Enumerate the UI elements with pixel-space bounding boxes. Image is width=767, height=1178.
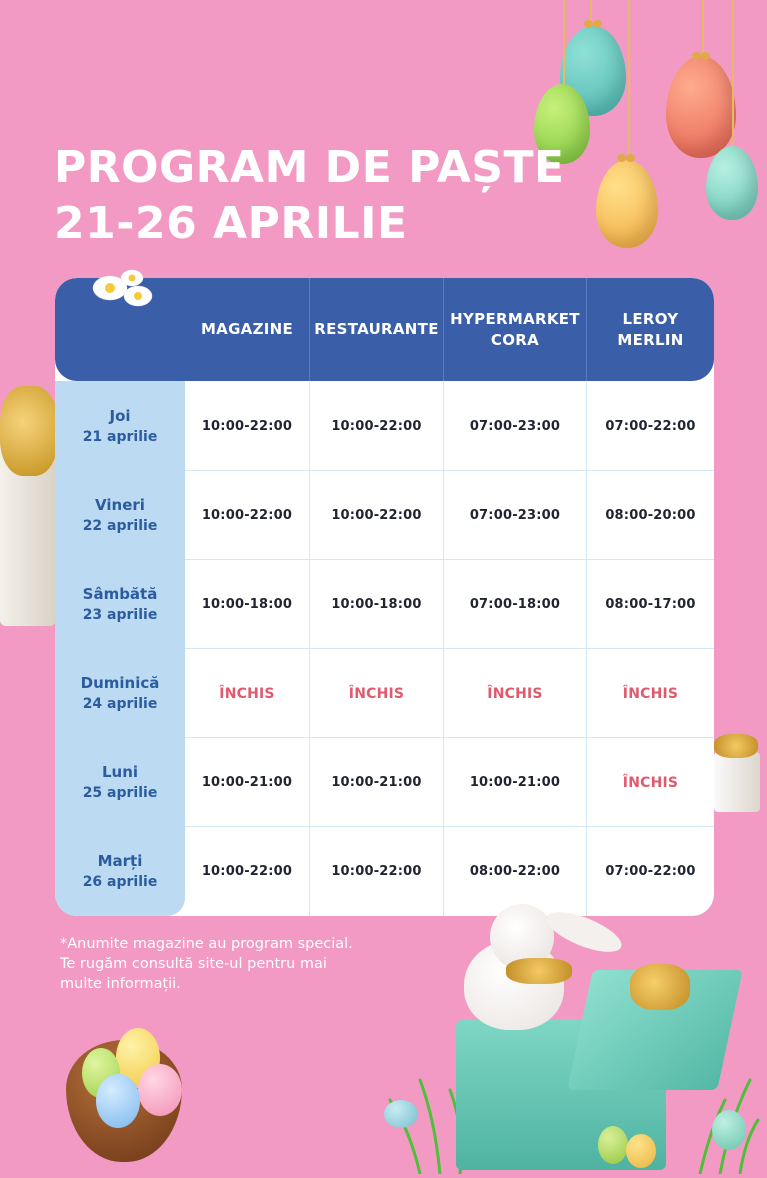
table-row (55, 738, 714, 827)
hours-cell: 07:00-22:00 (605, 864, 696, 879)
hours-cell: 10:00-21:00 (469, 775, 561, 790)
small-gift-icon (714, 734, 767, 814)
footnote-line-1: *Anumite magazine au program special. (60, 936, 353, 952)
closed-cell: ÎNCHIS (487, 685, 543, 702)
footnote (60, 934, 400, 994)
day-label (55, 649, 185, 738)
hours-cell: 10:00-21:00 (331, 775, 422, 790)
hours-cell: 07:00-23:00 (469, 508, 561, 523)
page-title (54, 140, 565, 252)
day-name: Duminică (80, 673, 160, 692)
easter-bunny-gift-icon (360, 900, 767, 1174)
chocolate-egg-basket-icon (62, 1020, 192, 1164)
day-date: 22 aprilie (82, 517, 158, 534)
hours-cell: 07:00-23:00 (469, 419, 561, 434)
day-label (55, 560, 185, 649)
day-label (55, 827, 185, 916)
hours-cell: 10:00-18:00 (331, 597, 422, 612)
hours-cell: 10:00-18:00 (201, 597, 293, 612)
header-leroy-merlin: LEROY MERLIN (617, 309, 684, 349)
hours-cell: 10:00-21:00 (201, 775, 293, 790)
hours-cell: 10:00-22:00 (201, 419, 293, 434)
hours-cell: 10:00-22:00 (331, 419, 422, 434)
hours-cell: 08:00-22:00 (469, 864, 561, 879)
hours-cell: 08:00-17:00 (605, 597, 696, 612)
hours-cell: 07:00-18:00 (469, 597, 561, 612)
day-date: 24 aprilie (82, 695, 158, 712)
table-row (55, 471, 714, 560)
header-magazine: MAGAZINE (200, 320, 294, 338)
closed-cell: ÎNCHIS (219, 685, 275, 702)
day-date: 25 aprilie (82, 784, 158, 801)
table-row (55, 560, 714, 649)
table-row (55, 649, 714, 738)
schedule-table (55, 278, 714, 916)
closed-cell: ÎNCHIS (622, 774, 679, 791)
hours-cell: 07:00-22:00 (605, 419, 696, 434)
day-label (55, 738, 185, 827)
title-line-2: 21-26 APRILIE (54, 198, 408, 249)
daisy-flowers-icon (90, 266, 160, 312)
hours-cell: 10:00-22:00 (331, 864, 422, 879)
hours-cell: 10:00-22:00 (331, 508, 422, 523)
title-line-1: PROGRAM DE PAȘTE (54, 142, 565, 193)
header-hypermarket-cora: HYPERMARKET CORA (450, 309, 580, 349)
hours-cell: 10:00-22:00 (201, 864, 293, 879)
day-date: 26 aprilie (82, 873, 158, 890)
day-date: 23 aprilie (82, 606, 158, 623)
day-name: Sâmbătă (82, 584, 158, 603)
day-date: 21 aprilie (82, 428, 158, 445)
hours-cell: 10:00-22:00 (201, 508, 293, 523)
day-name: Marți (97, 851, 143, 870)
table-row (55, 382, 714, 471)
footnote-line-2: Te rugăm consultă site-ul pentru mai (60, 956, 327, 972)
closed-cell: ÎNCHIS (622, 685, 679, 702)
gift-box-icon (0, 386, 60, 636)
day-name: Luni (101, 762, 139, 781)
header-restaurante: RESTAURANTE (314, 320, 439, 338)
closed-cell: ÎNCHIS (348, 685, 405, 702)
day-label (55, 471, 185, 560)
day-name: Joi (109, 406, 131, 425)
day-label (55, 382, 185, 471)
hours-cell: 08:00-20:00 (605, 508, 696, 523)
day-name: Vineri (95, 495, 145, 514)
footnote-line-3: multe informații. (60, 976, 181, 992)
